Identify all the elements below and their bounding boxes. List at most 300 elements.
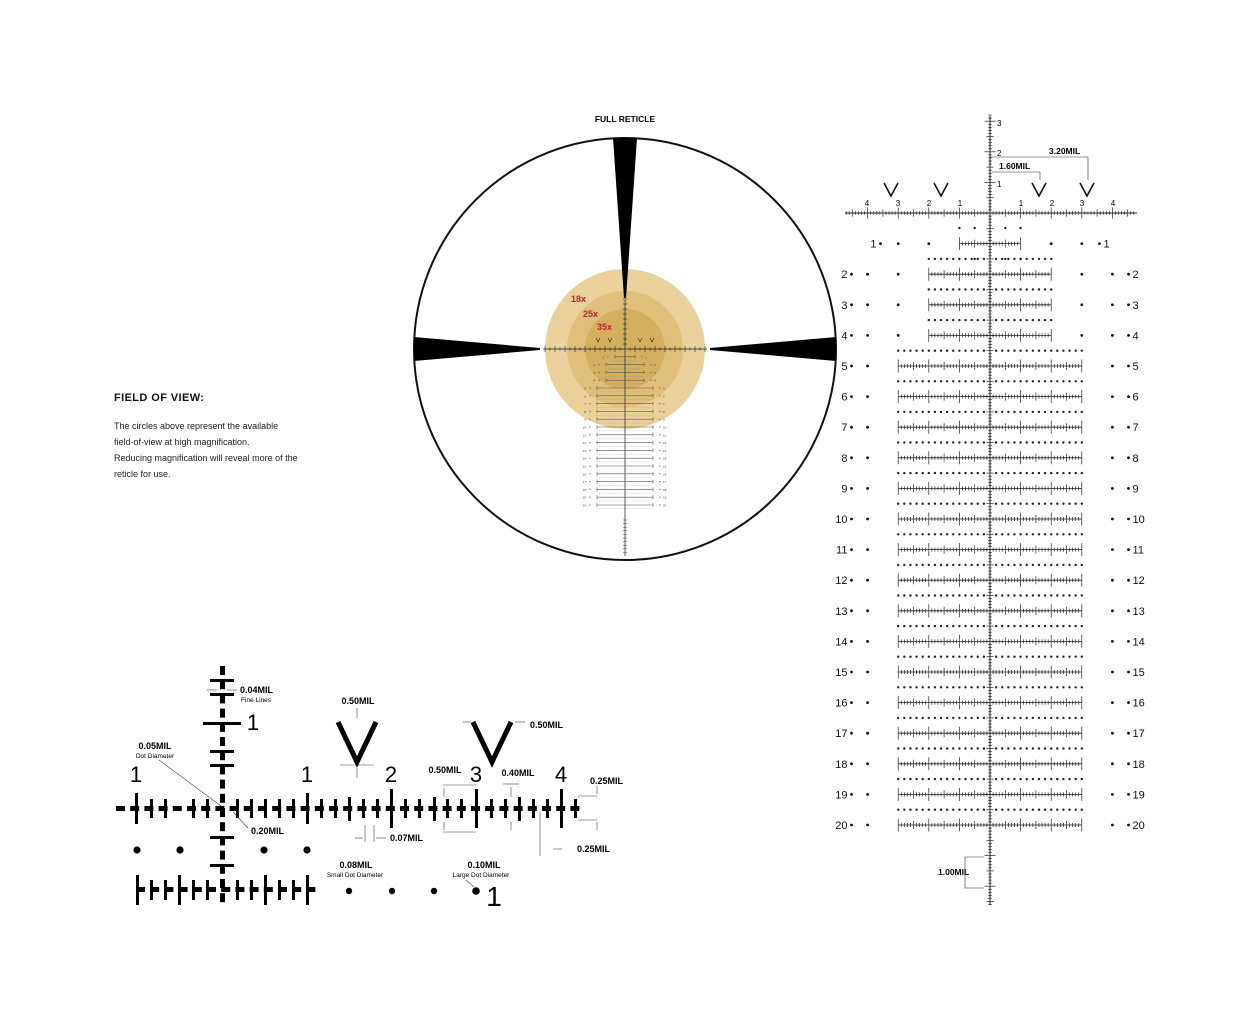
detail-hold-dot	[934, 625, 936, 627]
detail-hold-dot	[977, 564, 979, 566]
mini-row-dot	[612, 446, 613, 447]
mini-row-dot	[621, 485, 622, 486]
detail-hold-dot	[903, 472, 905, 474]
mini-row-dot	[624, 446, 625, 447]
detail-hold-dot	[983, 809, 985, 811]
detail-hold-dot	[921, 472, 923, 474]
detail-hold-dot	[934, 778, 936, 780]
mini-row-number: 5	[584, 386, 586, 391]
detail-row-number-left: 3	[841, 299, 848, 312]
detail-hold-dot	[1013, 717, 1015, 719]
mini-row-dot	[636, 384, 637, 385]
legend-dash	[221, 887, 230, 892]
mini-row-number: 12	[663, 441, 667, 446]
detail-hold-dot	[1019, 472, 1021, 474]
mini-row-dot	[612, 407, 613, 408]
mini-row-dot	[642, 415, 643, 416]
legend-minor-hash	[236, 799, 239, 818]
detail-hold-dot	[977, 441, 979, 443]
mini-side-dot	[589, 450, 590, 451]
detail-row-number-left: 13	[835, 605, 848, 618]
detail-hold-dot	[983, 625, 985, 627]
detail-hold-dot	[977, 472, 979, 474]
detail-row-number-right: 9	[1132, 483, 1139, 496]
mini-row-dot	[630, 477, 631, 478]
mini-row-dot	[609, 376, 610, 377]
detail-hold-dot	[946, 472, 948, 474]
detail-hold-dot	[1001, 778, 1003, 780]
detail-hold-dot	[1007, 319, 1009, 321]
mini-row-dot	[639, 462, 640, 463]
detail-hold-dot	[909, 656, 911, 658]
mini-side-dot	[589, 426, 590, 427]
detail-hold-dot	[1050, 564, 1052, 566]
detail-hold-dot	[1081, 656, 1083, 658]
mini-row-dot	[615, 430, 616, 431]
detail-hold-dot	[909, 717, 911, 719]
legend-hash-4	[560, 789, 563, 828]
detail-hold-dot	[983, 564, 985, 566]
mini-row-dot	[642, 469, 643, 470]
mini-side-dot	[659, 434, 660, 435]
detail-hold-dot	[897, 380, 899, 382]
mini-side-dot	[589, 434, 590, 435]
detail-hold-dot	[1001, 656, 1003, 658]
detail-hold-dot	[928, 533, 930, 535]
mini-row-number: 14	[582, 456, 586, 461]
thick-height-value: 0.25MIL	[590, 776, 624, 786]
detail-hold-dot	[1050, 533, 1052, 535]
detail-hold-dot	[940, 288, 942, 290]
mini-row-dot	[642, 446, 643, 447]
mini-row-dot	[621, 493, 622, 494]
legend-chevron-left	[338, 722, 376, 762]
detail-hold-dot	[909, 380, 911, 382]
mini-row-dot	[600, 485, 601, 486]
mini-row-dot	[609, 469, 610, 470]
mini-row-dot	[645, 446, 646, 447]
detail-side-dot	[1111, 487, 1114, 490]
detail-hold-dot	[958, 288, 960, 290]
h-number-right-2: 2	[1049, 199, 1055, 208]
detail-hold-dot	[970, 686, 972, 688]
detail-hold-dot	[946, 717, 948, 719]
mini-row-number: 16	[663, 472, 667, 477]
detail-side-dot	[1127, 303, 1130, 306]
detail-side-dot	[1111, 701, 1114, 704]
detail-side-dot	[1080, 242, 1083, 245]
mini-row-dot	[633, 454, 634, 455]
detail-hold-dot	[1007, 594, 1009, 596]
detail-hold-dot	[915, 441, 917, 443]
legend-dash	[220, 666, 225, 675]
large-dot-value: 0.10MIL	[467, 860, 501, 870]
mini-row-dot	[621, 423, 622, 424]
detail-hold-dot	[970, 258, 972, 260]
mini-row-dot	[615, 477, 616, 478]
detail-hold-dot	[995, 717, 997, 719]
detail-hold-dot	[977, 594, 979, 596]
h-number-left-1: 1	[957, 199, 963, 208]
detail-hold-dot	[1013, 564, 1015, 566]
detail-side-dot	[1111, 303, 1114, 306]
detail-hold-dot	[1050, 594, 1052, 596]
detail-hold-dot	[921, 503, 923, 505]
detail-side-dot	[866, 548, 869, 551]
mini-row-dot	[597, 462, 598, 463]
mini-row-dot	[636, 462, 637, 463]
mini-row-dot	[627, 438, 628, 439]
mini-row-number: 3	[654, 370, 656, 375]
mini-row-dot	[609, 368, 610, 369]
mini-side-dot	[659, 387, 660, 388]
detail-hold-dot	[964, 656, 966, 658]
detail-hold-dot	[1074, 747, 1076, 749]
mini-row-dot	[645, 469, 646, 470]
mini-row-dot	[633, 446, 634, 447]
detail-hold-dot	[1013, 625, 1015, 627]
mini-row-dot	[636, 469, 637, 470]
detail-hold-dot	[983, 503, 985, 505]
detail-hold-dot	[995, 503, 997, 505]
detail-hold-dot	[970, 533, 972, 535]
detail-hold-dot	[928, 686, 930, 688]
legend-minor-hash	[504, 799, 507, 818]
detail-hold-dot	[921, 809, 923, 811]
detail-hold-dot	[958, 533, 960, 535]
field-of-view-note	[114, 392, 354, 482]
legend-dash	[220, 851, 225, 860]
mini-row-dot	[636, 423, 637, 424]
mini-row-dot	[627, 399, 628, 400]
mini-row-dot	[621, 384, 622, 385]
mini-side-dot	[589, 465, 590, 466]
detail-hold-dot	[940, 594, 942, 596]
detail-side-dot	[1127, 762, 1130, 765]
detail-hold-dot	[946, 258, 948, 260]
mini-row-dot	[609, 399, 610, 400]
mini-row-dot	[639, 407, 640, 408]
detail-hold-dot	[909, 625, 911, 627]
mini-row-dot	[597, 485, 598, 486]
mini-row-number: 7	[663, 402, 665, 407]
mini-row-dot	[609, 462, 610, 463]
mini-row-dot	[651, 485, 652, 486]
detail-hold-dot	[1062, 380, 1064, 382]
detail-side-dot	[1127, 365, 1130, 368]
detail-hold-dot	[1056, 747, 1058, 749]
detail-hold-dot	[952, 656, 954, 658]
mini-row-dot	[615, 438, 616, 439]
detail-hold-dot	[897, 625, 899, 627]
mini-row-dot	[618, 391, 619, 392]
mini-row-dot	[603, 430, 604, 431]
mini-row-dot	[636, 438, 637, 439]
mini-row-dot	[624, 423, 625, 424]
mini-row-number: 14	[663, 456, 667, 461]
mini-row-dot	[612, 430, 613, 431]
detail-hold-dot	[1074, 778, 1076, 780]
detail-hold-dot	[909, 686, 911, 688]
mini-row-dot	[633, 391, 634, 392]
legend-bottom-hash	[192, 880, 195, 900]
mini-row-dot	[612, 454, 613, 455]
detail-hold-dot	[983, 288, 985, 290]
legend-horizontal-dashes	[116, 799, 579, 818]
mini-row-dot	[633, 438, 634, 439]
mini-row-dot	[639, 368, 640, 369]
mini-row-dot	[636, 501, 637, 502]
detail-hold-dot	[928, 441, 930, 443]
detail-hold-dot	[995, 686, 997, 688]
mini-row-dot	[603, 485, 604, 486]
detail-hold-dot	[1050, 472, 1052, 474]
detail-hold-dot	[1007, 411, 1009, 413]
detail-hold-dot	[958, 441, 960, 443]
detail-hold-dot	[952, 380, 954, 382]
detail-row-number-right: 5	[1132, 361, 1139, 373]
detail-hold-dot	[1062, 350, 1064, 352]
detail-hold-dot	[1007, 258, 1009, 260]
detail-hold-dot	[1001, 472, 1003, 474]
detail-hold-dot	[1050, 288, 1052, 290]
detail-side-dot	[1127, 487, 1130, 490]
detail-hold-dot	[1007, 288, 1009, 290]
legend-minor-hash	[292, 799, 295, 818]
detail-side-dot	[1111, 762, 1114, 765]
detail-hold-dot	[1050, 258, 1052, 260]
detail-side-dot	[1127, 640, 1130, 643]
mini-row-dot	[651, 415, 652, 416]
detail-hold-dot	[921, 533, 923, 535]
mini-side-dot	[659, 419, 660, 420]
legend-minor-hash	[320, 799, 323, 818]
mini-row-dot	[651, 438, 652, 439]
detail-hold-dot	[1038, 503, 1040, 505]
detail-hold-dot	[1074, 625, 1076, 627]
detail-hold-dot	[903, 350, 905, 352]
detail-hold-dot	[1081, 411, 1083, 413]
mini-row-dot	[645, 391, 646, 392]
mini-row-dot	[597, 407, 598, 408]
detail-hold-dot	[934, 747, 936, 749]
detail-hold-dot	[1074, 503, 1076, 505]
mini-row-dot	[606, 508, 607, 509]
detail-hold-dot	[1062, 441, 1064, 443]
detail-hold-dot	[909, 594, 911, 596]
detail-hold-dot	[1032, 594, 1034, 596]
mini-row-dot	[630, 368, 631, 369]
mini-row-dot	[642, 430, 643, 431]
detail-hold-dot	[915, 809, 917, 811]
detail-hold-dot	[1026, 564, 1028, 566]
legend-minor-hash	[206, 799, 209, 818]
detail-side-dot	[1111, 609, 1114, 612]
detail-hold-dot	[952, 503, 954, 505]
detail-hold-dot	[1007, 564, 1009, 566]
detail-row-number-right: 7	[1132, 422, 1139, 435]
detail-hold-dot	[1044, 411, 1046, 413]
mini-row-dot	[600, 477, 601, 478]
detail-row-number-left: 2	[841, 269, 848, 282]
detail-hold-dot	[1019, 288, 1021, 290]
mini-row-number: 11	[663, 433, 667, 438]
mini-row-dot	[609, 493, 610, 494]
detail-hold-dot	[1032, 625, 1034, 627]
mini-row-dot	[621, 376, 622, 377]
detail-hold-dot	[897, 747, 899, 749]
detail-hold-dot	[1013, 472, 1015, 474]
detail-hold-dot	[1026, 441, 1028, 443]
mini-row-dot	[609, 415, 610, 416]
mini-row-dot	[612, 501, 613, 502]
h-number-right-3: 3	[1079, 199, 1085, 208]
legend-hash-half-2	[433, 797, 436, 821]
detail-hold-dot	[958, 594, 960, 596]
detail-hold-dot	[970, 778, 972, 780]
detail-hold-dot	[1026, 380, 1028, 382]
detail-side-dot	[866, 518, 869, 521]
detail-hold-dot	[1050, 809, 1052, 811]
mini-side-dot	[589, 497, 590, 498]
detail-hold-dot	[1062, 625, 1064, 627]
legend-hash-3	[475, 789, 478, 828]
detail-hold-dot	[1013, 411, 1015, 413]
detail-hold-dot	[1081, 441, 1083, 443]
field-of-view-line: reticle for use.	[114, 469, 171, 479]
detail-hold-dot	[1074, 411, 1076, 413]
detail-hold-dot	[970, 380, 972, 382]
mini-row-dot	[630, 469, 631, 470]
detail-side-dot	[1111, 365, 1114, 368]
detail-hold-dot	[928, 319, 930, 321]
detail-hold-dot	[1032, 380, 1034, 382]
mini-row-dot	[600, 469, 601, 470]
mini-row-dot	[627, 501, 628, 502]
detail-hold-dot	[964, 503, 966, 505]
detail-hold-dot	[1026, 778, 1028, 780]
detail-side-dot	[866, 793, 869, 796]
detail-hold-dot	[1038, 717, 1040, 719]
detail-side-dot	[1127, 548, 1130, 551]
h-number-left-4: 4	[864, 199, 870, 208]
legend-dot	[176, 846, 183, 853]
legend-minor-hash	[574, 799, 577, 818]
mini-row-dot	[651, 469, 652, 470]
mini-row-dot	[645, 407, 646, 408]
detail-hold-dot	[952, 472, 954, 474]
full-reticle	[414, 114, 836, 560]
detail-hold-dot	[970, 503, 972, 505]
legend-small-dot	[431, 888, 437, 894]
detail-row-number-left: 20	[835, 820, 848, 832]
mini-row-dot	[606, 430, 607, 431]
legend-minor-hash	[532, 799, 535, 818]
mini-row-dot	[612, 438, 613, 439]
detail-hold-dot	[1038, 441, 1040, 443]
detail-hold-dot	[1038, 809, 1040, 811]
detail-hold-dot	[1013, 686, 1015, 688]
detail-hold-dot	[995, 564, 997, 566]
detail-hold-dot	[1044, 350, 1046, 352]
detail-hold-dot	[897, 594, 899, 596]
legend-cross-bar	[210, 836, 234, 839]
mini-row-dot	[645, 508, 646, 509]
detail-hold-dot	[958, 564, 960, 566]
detail-hold-dot	[915, 686, 917, 688]
legend-dash	[173, 806, 182, 811]
mini-row-number: 3	[593, 370, 595, 375]
detail-hold-dot	[1068, 441, 1070, 443]
detail-hold-dot	[915, 411, 917, 413]
detail-row-number-right: 3	[1132, 299, 1139, 312]
detail-hold-dot	[1013, 258, 1015, 260]
detail-hold-dot	[977, 258, 979, 260]
mini-row-dot	[627, 469, 628, 470]
detail-hold-dot	[1044, 809, 1046, 811]
mini-row-dot	[636, 430, 637, 431]
detail-hold-dot	[1056, 686, 1058, 688]
detail-hold-dot	[1044, 258, 1046, 260]
mini-row-dot	[624, 501, 625, 502]
detail-hold-dot	[1062, 472, 1064, 474]
detail-hold-dot	[983, 380, 985, 382]
detail-hold-dot	[909, 533, 911, 535]
mini-row-dot	[624, 438, 625, 439]
detail-hold-dot	[928, 778, 930, 780]
mini-row-number: 20	[582, 503, 586, 508]
legend-dot	[303, 846, 310, 853]
mini-row-dot	[633, 399, 634, 400]
legend-minor-hash	[334, 799, 337, 818]
detail-hold-dot	[1001, 594, 1003, 596]
mini-row-dot	[636, 368, 637, 369]
mini-row-dot	[630, 485, 631, 486]
detail-hold-dot	[915, 717, 917, 719]
detail-hold-dot	[1074, 656, 1076, 658]
detail-hold-dot	[983, 656, 985, 658]
detail-hold-dot	[909, 778, 911, 780]
mini-row-dot	[618, 477, 619, 478]
mini-side-dot	[589, 387, 590, 388]
detail-side-dot	[866, 609, 869, 612]
detail-side-dot	[1111, 334, 1114, 337]
mini-row-dot	[627, 485, 628, 486]
mini-row-dot	[651, 423, 652, 424]
detail-hold-dot	[952, 717, 954, 719]
detail-hold-dot	[897, 472, 899, 474]
detail-side-dot	[879, 242, 882, 245]
detail-hold-dot	[970, 319, 972, 321]
detail-hold-dot	[1062, 809, 1064, 811]
mini-row-dot	[633, 384, 634, 385]
detail-side-dot	[1127, 671, 1130, 674]
legend-dash	[220, 737, 225, 746]
mini-row-number: 9	[663, 417, 665, 422]
detail-hold-dot	[903, 686, 905, 688]
detail-hold-dot	[1068, 717, 1070, 719]
detail-hold-dot	[995, 441, 997, 443]
detail-hold-dot	[909, 809, 911, 811]
mini-row-dot	[618, 399, 619, 400]
mini-row-dot	[606, 384, 607, 385]
mini-row-dot	[645, 399, 646, 400]
detail-hold-dot	[995, 594, 997, 596]
detail-hold-dot	[970, 809, 972, 811]
mini-row-dot	[615, 485, 616, 486]
mini-row-dot	[615, 446, 616, 447]
mini-row-dot	[636, 493, 637, 494]
